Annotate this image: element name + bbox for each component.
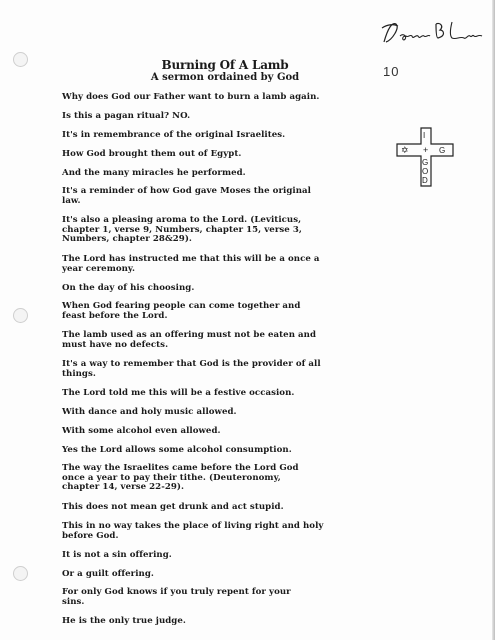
sermon-line: How God brought them out of Egypt. [62,149,242,159]
sermon-line: It's in remembrance of the original Israelites. [62,130,286,140]
svg-text:D: D [422,176,428,185]
sermon-line: Or a guilt offering. [62,569,154,579]
svg-text:Devon B Lewis: Devon B Lewis [378,16,386,17]
sermon-line: With dance and holy music allowed. [62,407,237,417]
sermon-line: Why does God our Father want to burn a lamb again. [62,92,320,102]
svg-text:+: + [423,145,429,155]
svg-text:I: I [423,131,426,140]
page-title: Burning Of A Lamb [161,58,289,72]
svg-text:G: G [422,158,429,167]
document-header [60,58,390,84]
sermon-line: This does not mean get drunk and act stupid. [62,502,284,512]
page-number: 10 [383,64,400,79]
svg-text:O: O [422,167,429,176]
sermon-line: It is not a sin offering. [62,550,172,560]
sermon-line: And the many miracles he performed. [62,168,246,178]
binder-hole [13,566,28,581]
svg-text:G: G [439,146,446,155]
sermon-line: Is this a pagan ritual? NO. [62,111,191,121]
sermon-line: The way the Israelites came before the Lord God once a year to pay their tithe. (Deuteronomy, chapter 14, verse 22-29). [62,463,299,493]
binder-hole [13,308,28,323]
sermon-line: With some alcohol even allowed. [62,426,221,436]
sermon-line: It's also a pleasing aroma to the Lord. (Leviticus, chapter 1, verse 9, Numbers, chapter 15, verse 3, Numbers, chapter 28&29). [62,215,302,245]
sermon-line: For only God knows if you truly repent for your sins. [62,587,291,607]
sermon-line: It's a reminder of how God gave Moses the original law. [62,186,311,206]
sermon-line: It's a way to remember that God is the provider of all things. [62,359,321,379]
sermon-line: On the day of his choosing. [62,283,195,293]
page-subtitle: A sermon ordained by God [150,72,300,83]
sermon-line: Yes the Lord allows some alcohol consumption. [62,445,292,455]
cross-drawing [391,126,461,188]
binder-hole [13,52,28,67]
sermon-line: When God fearing people can come together and feast before the Lord. [62,301,301,321]
sermon-line: The Lord told me this will be a festive occasion. [62,388,295,398]
sermon-line: He is the only true judge. [62,616,186,626]
sermon-line: The lamb used as an offering must not be eaten and must have no defects. [62,330,317,350]
svg-text:✡: ✡ [401,146,409,156]
handwritten-signature [378,16,488,50]
sermon-line: This in no way takes the place of living right and holy before God. [62,521,324,541]
sermon-line: The Lord has instructed me that this will be a once a year ceremony. [62,254,320,274]
